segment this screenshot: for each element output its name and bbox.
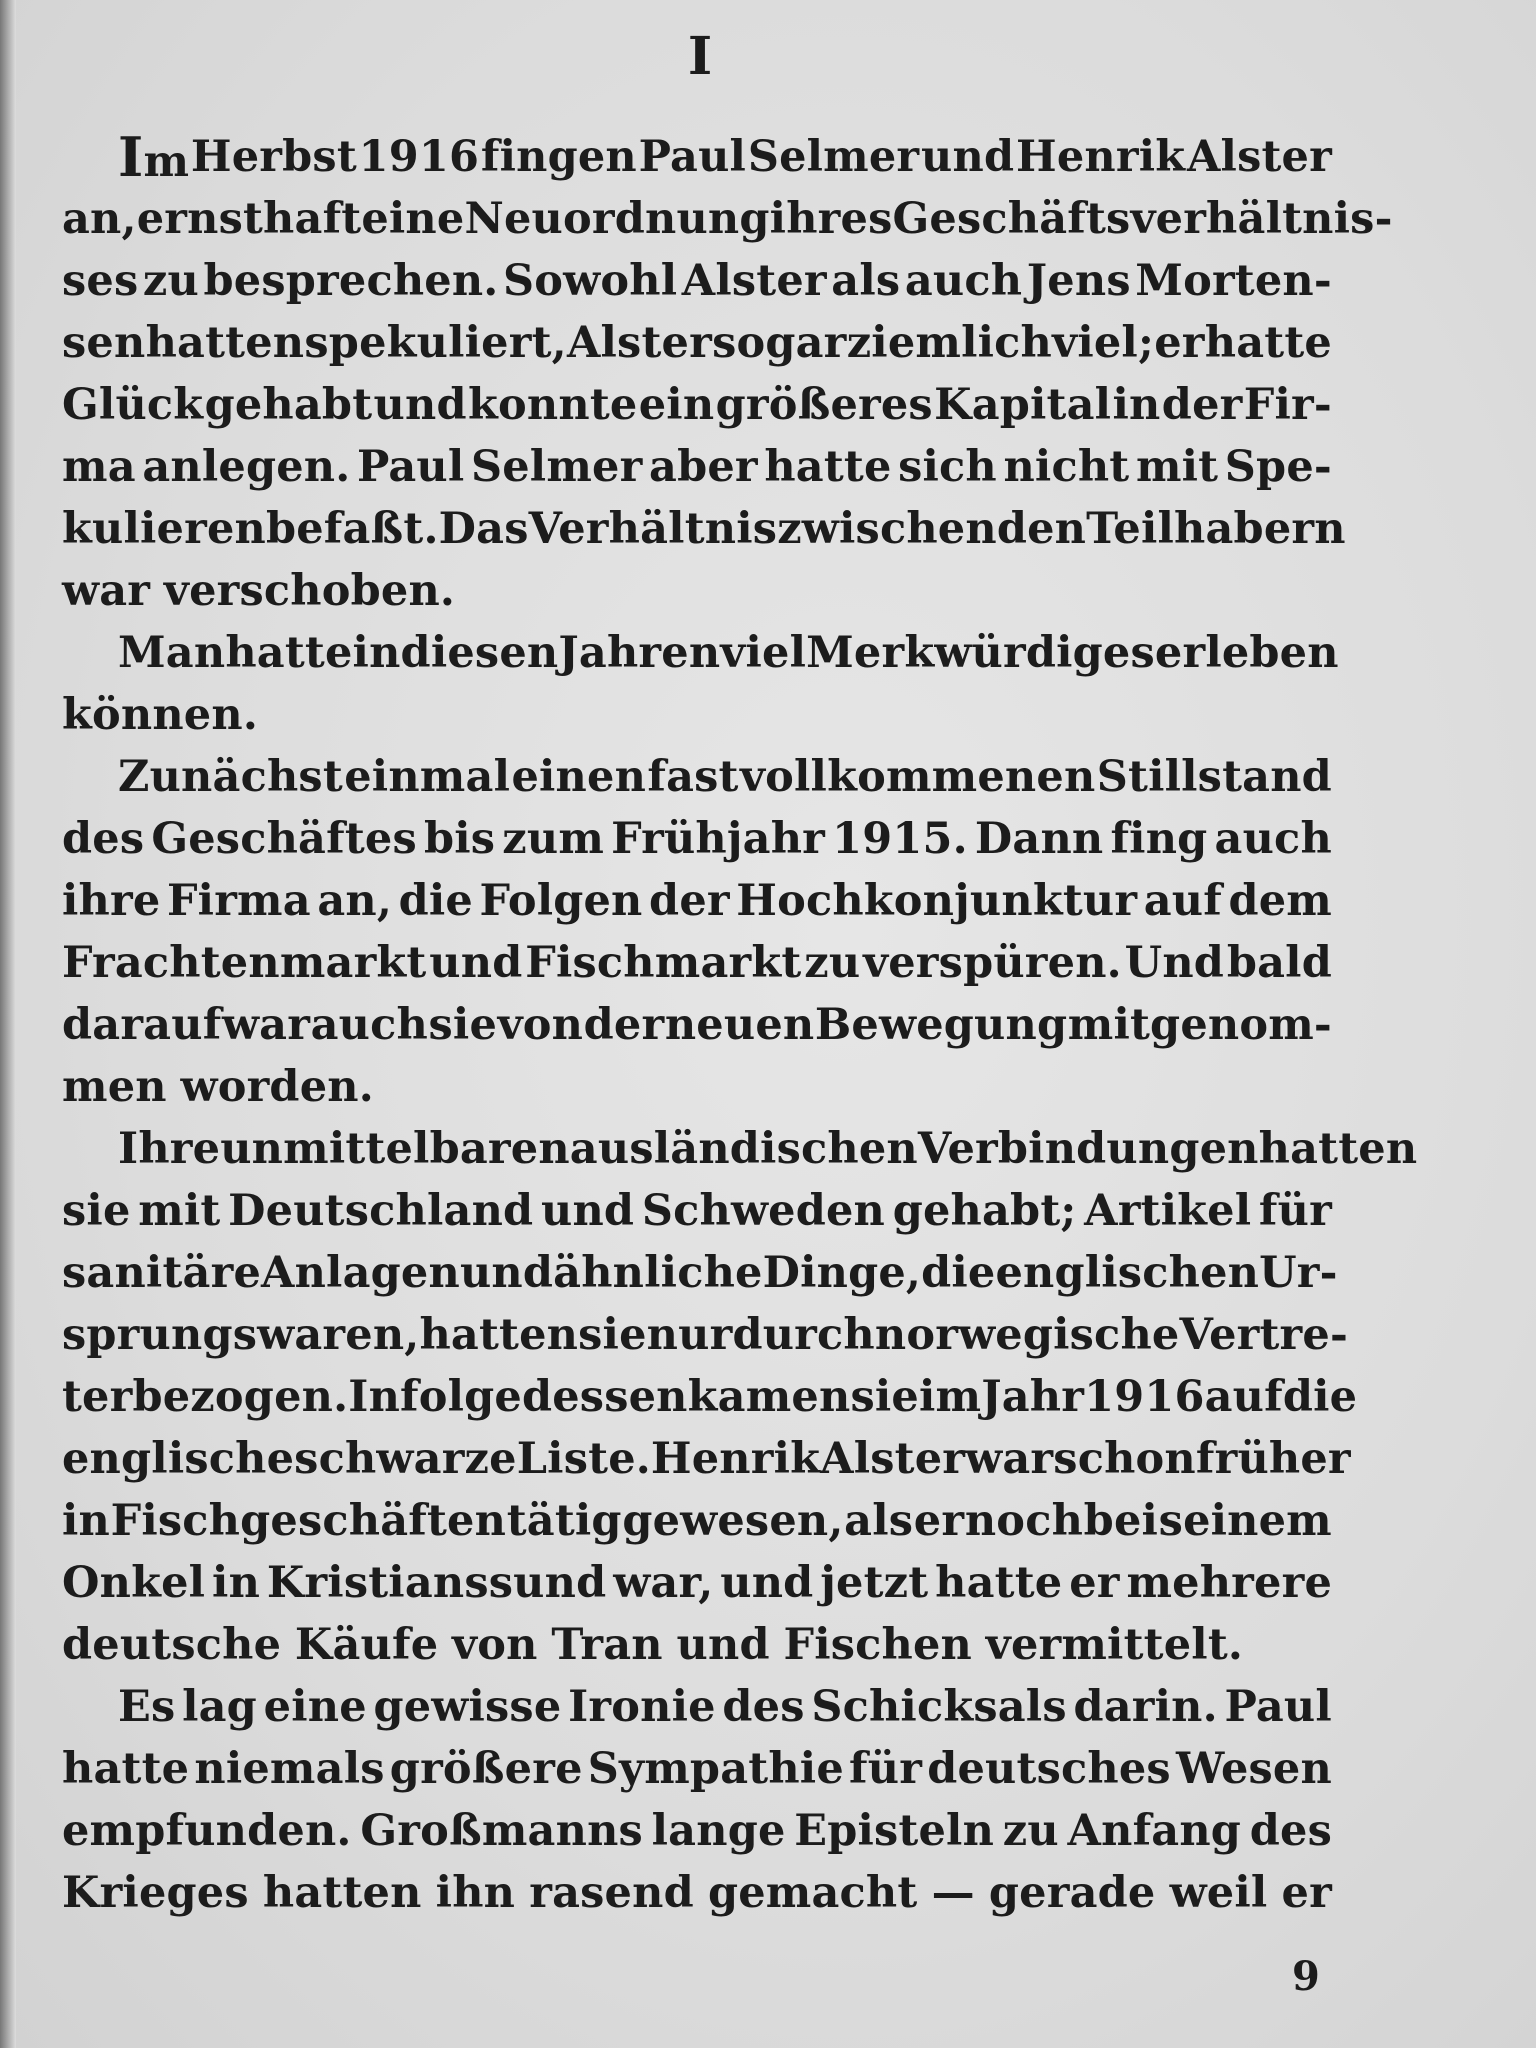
text-line: in Fischgeschäften tätig gewesen, als er noch bei seinem [62, 1496, 1332, 1546]
text-line: Zunächst einmal einen fast vollkommenen Stillstand [118, 752, 1332, 802]
text-line: Onkel in Kristianssund war, und jetzt hatte er mehrere [62, 1558, 1332, 1608]
text-line: Ihre unmittelbaren ausländischen Verbindungen hatten [118, 1124, 1418, 1174]
text-line: ma anlegen. Paul Selmer aber hatte sich nicht mit Spe- [62, 442, 1332, 492]
text-line: sanitäre Anlagen und ähnliche Dinge, die englischen Ur- [62, 1248, 1338, 1298]
text-line: ses zu besprechen. Sowohl Alster als auch Jens Morten- [62, 256, 1332, 306]
text-line: ter bezogen. Infolgedessen kamen sie im Jahr 1916 auf die [62, 1372, 1358, 1422]
text-line: englische schwarze Liste. Henrik Alster war schon früher [62, 1434, 1351, 1484]
text-line: Es lag eine gewisse Ironie des Schicksals darin. Paul [118, 1682, 1332, 1732]
text-line: kulieren befaßt. Das Verhältnis zwischen den Teilhabern [62, 504, 1346, 554]
text-line: sie mit Deutschland und Schweden gehabt; Artikel für [62, 1186, 1332, 1236]
text-line: hatte niemals größere Sympathie für deutsches Wesen [62, 1744, 1332, 1794]
text-line: empfunden. Großmanns lange Episteln zu Anfang des [62, 1806, 1332, 1856]
chapter-number: I [687, 26, 713, 87]
text-line: Frachtenmarkt und Fischmarkt zu verspüren. Und bald [62, 938, 1332, 988]
text-line: men worden. [62, 1062, 374, 1112]
text-line: Krieges hatten ihn rasend gemacht — gerade weil er [62, 1868, 1332, 1918]
binding-shadow [0, 0, 16, 2048]
body-text [62, 125, 1418, 1924]
text-line: Glück gehabt und konnte ein größeres Kapital in der Fir- [62, 380, 1332, 430]
text-line: deutsche Käufe von Tran und Fischen vermittelt. [62, 1620, 1244, 1670]
text-line: ihre Firma an, die Folgen der Hochkonjunktur auf dem [62, 876, 1332, 926]
text-line: sen hatten spekuliert, Alster sogar ziemlich viel; er hatte [62, 318, 1332, 368]
text-line: Im Herbst 1916 fingen Paul Selmer und Henrik Alster [118, 125, 1332, 189]
text-line: können. [62, 690, 258, 740]
text-line: darauf war auch sie von der neuen Bewegung mitgenom- [62, 1000, 1332, 1050]
text-line: sprungs waren, hatten sie nur durch norwegische Vertre- [62, 1310, 1349, 1360]
text-line: war verschoben. [62, 566, 456, 616]
text-line: an, ernsthaft eine Neuordnung ihres Geschäftsverhältnis- [62, 194, 1393, 244]
page-number: 9 [1292, 1953, 1320, 2000]
text-line: Man hatte in diesen Jahren viel Merkwürdiges erleben [118, 628, 1339, 678]
text-line: des Geschäftes bis zum Frühjahr 1915. Dann fing auch [62, 814, 1332, 864]
